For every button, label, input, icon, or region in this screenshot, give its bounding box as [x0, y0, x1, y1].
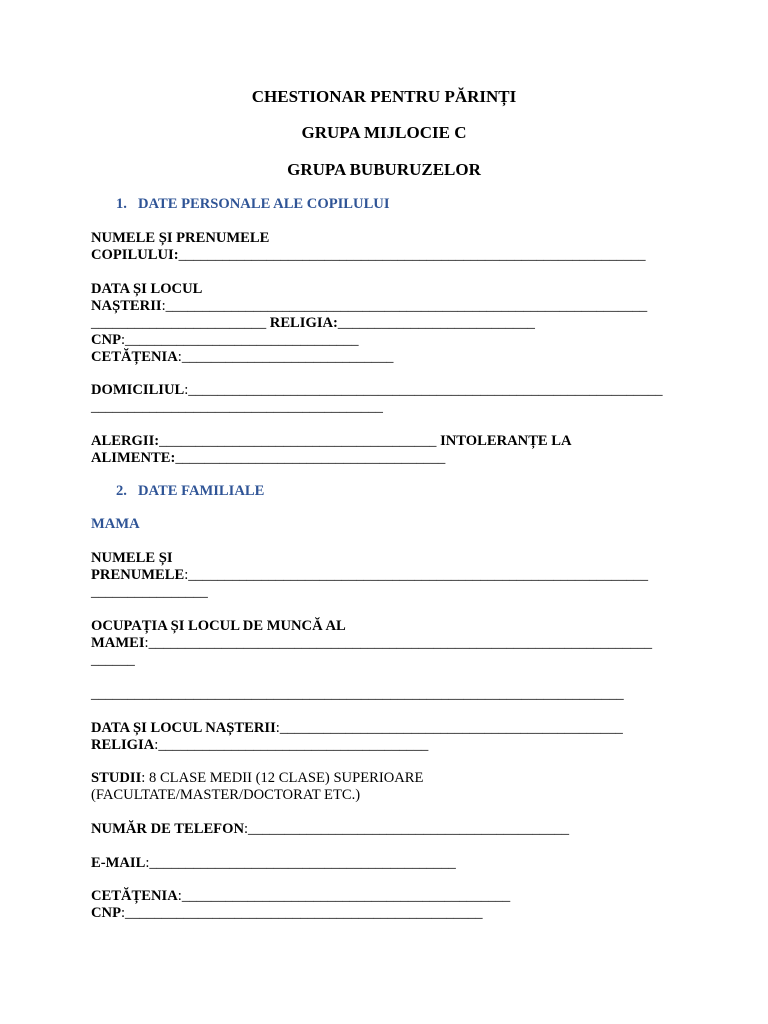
- mother-heading: MAMA: [91, 516, 140, 532]
- field-cnp[interactable]: CNP:________________________________: [91, 332, 359, 348]
- field-birth-label: DATA ȘI LOCUL: [91, 281, 203, 297]
- field-birth[interactable]: NAȘTERII:__________________________________________________________________: [91, 298, 648, 314]
- field-mother-job-extra[interactable]: _________________________________________________________________________: [91, 686, 624, 702]
- group-label: GRUPA MIJLOCIE C: [301, 123, 467, 142]
- field-citizenship[interactable]: CETĂȚENIA:_____________________________: [91, 349, 394, 365]
- section-heading-personal: [116, 196, 390, 213]
- field-mother-name-label: NUMELE ȘI: [91, 550, 173, 566]
- section-number: 2.: [116, 483, 127, 499]
- field-mother-cnp[interactable]: CNP:_________________________________________________: [91, 905, 483, 921]
- section-heading-family: [116, 483, 264, 500]
- field-mother-citizenship[interactable]: CETĂȚENIA:_____________________________________________: [91, 888, 511, 904]
- field-mother-name-cont[interactable]: ________________: [91, 584, 208, 600]
- document-title: CHESTIONAR PENTRU PĂRINȚI: [251, 87, 517, 106]
- field-mother-job-cont[interactable]: ______: [91, 652, 135, 668]
- field-mother-studies-cont: (FACULTATE/MASTER/DOCTORAT ETC.): [91, 787, 361, 803]
- section-number: 1.: [116, 196, 127, 212]
- field-food-intolerance[interactable]: ALIMENTE:_____________________________________: [91, 450, 446, 466]
- field-mother-religion[interactable]: RELIGIA:_____________________________________: [91, 737, 429, 753]
- field-religion[interactable]: ________________________ RELIGIA:___________________________: [91, 315, 535, 331]
- field-mother-studies: STUDII: 8 CLASE MEDII (12 CLASE) SUPERIOARE: [91, 770, 424, 786]
- field-mother-job-label: OCUPAȚIA ȘI LOCUL DE MUNCĂ AL: [91, 618, 346, 634]
- field-mother-phone[interactable]: NUMĂR DE TELEFON:____________________________________________: [91, 821, 570, 837]
- field-mother-birth[interactable]: DATA ȘI LOCUL NAȘTERII:_______________________________________________: [91, 720, 623, 736]
- field-child-name[interactable]: COPILULUI:________________________________________________________________: [91, 247, 646, 263]
- field-domicile-cont[interactable]: ________________________________________: [91, 399, 383, 415]
- group-name: GRUPA BUBURUZELOR: [287, 160, 481, 179]
- section-title: DATE PERSONALE ALE COPILULUI: [138, 196, 390, 212]
- field-mother-job[interactable]: MAMEI:_____________________________________________________________________: [91, 635, 653, 651]
- field-mother-email[interactable]: E-MAIL:__________________________________________: [91, 855, 456, 871]
- section-title: DATE FAMILIALE: [138, 483, 265, 499]
- field-mother-name[interactable]: PRENUMELE:_______________________________________________________________: [91, 567, 649, 583]
- field-child-name-label: NUMELE ȘI PRENUMELE: [91, 230, 270, 246]
- field-allergies[interactable]: ALERGII:______________________________________ INTOLERANȚE LA: [91, 433, 572, 449]
- field-domicile[interactable]: DOMICILIUL:_________________________________________________________________: [91, 382, 663, 398]
